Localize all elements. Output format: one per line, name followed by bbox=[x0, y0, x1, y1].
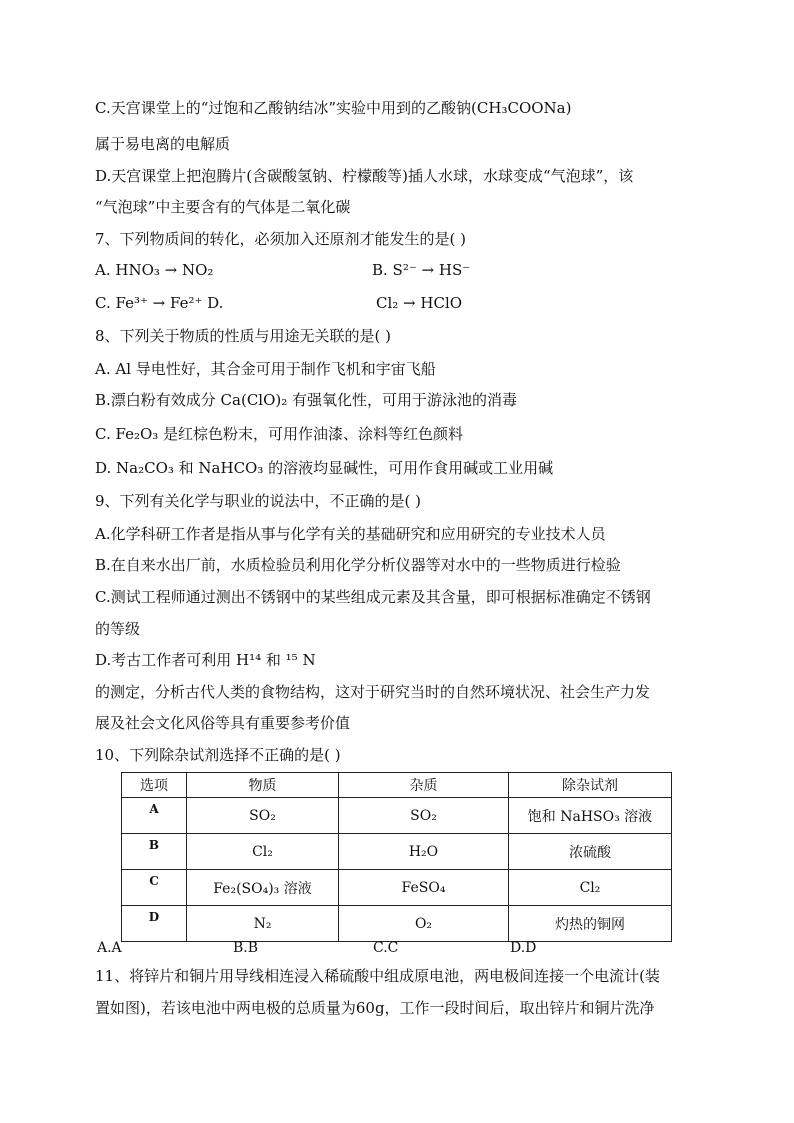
q10-answer-a: A.A bbox=[97, 940, 122, 956]
table-header-cell: 除杂试剂 bbox=[509, 773, 672, 798]
q9-option-d-line3: 展及社会文化风俗等具有重要参考价值 bbox=[95, 714, 351, 732]
q11-stem-line1: 11、将锌片和铜片用导线相连浸入稀硫酸中组成原电池，两电极间连接一个电流计(装 bbox=[95, 967, 660, 985]
table-header-cell: 选项 bbox=[122, 773, 187, 798]
table-cell: Cl₂ bbox=[187, 834, 339, 870]
q9-option-b: B.在自来水出厂前，水质检验员利用化学分析仪器等对水中的一些物质进行检验 bbox=[95, 556, 621, 574]
q9-stem: 9、下列有关化学与职业的说法中，不正确的是( ) bbox=[95, 492, 422, 510]
q8-option-d: D. Na₂CO₃ 和 NaHCO₃ 的溶液均显碱性，可用作食用碱或工业用碱 bbox=[95, 459, 554, 477]
q8-option-b: B.漂白粉有效成分 Ca(ClO)₂ 有强氧化性，可用于游泳池的消毒 bbox=[95, 391, 518, 409]
q9-option-d-line2: 的测定，分析古代人类的食物结构，这对于研究当时的自然环境状况、社会生产力发 bbox=[95, 683, 651, 701]
table-cell: O₂ bbox=[339, 906, 509, 942]
q6-option-c-line1: C.天宫课堂上的“过饱和乙酸钠结冰”实验中用到的乙酸钠(CH₃COONa) bbox=[95, 99, 572, 117]
table-cell: B bbox=[122, 834, 187, 870]
table-row bbox=[122, 798, 672, 834]
table-cell: FeSO₄ bbox=[339, 870, 509, 906]
q10-table bbox=[121, 772, 672, 942]
q10-answer-d: D.D bbox=[510, 940, 537, 956]
q7-option-b: B. S²⁻ → HS⁻ bbox=[372, 261, 471, 279]
q9-option-a: A.化学科研工作者是指从事与化学有关的基础研究和应用研究的专业技术人员 bbox=[95, 525, 606, 543]
table-cell: SO₂ bbox=[187, 798, 339, 834]
q6-option-c-line2: 属于易电离的电解质 bbox=[95, 135, 231, 153]
q9-option-c-line1: C.测试工程师通过测出不锈钢中的某些组成元素及其含量，即可根据标准确定不锈钢 bbox=[95, 588, 651, 606]
q8-stem: 8、下列关于物质的性质与用途无关联的是( ) bbox=[95, 327, 392, 345]
q10-answer-c: C.C bbox=[373, 940, 399, 956]
q8-option-c: C. Fe₂O₃ 是红棕色粉末，可用作油漆、涂料等红色颜料 bbox=[95, 425, 464, 443]
table-cell: C bbox=[122, 870, 187, 906]
table-cell: Cl₂ bbox=[509, 870, 672, 906]
q7-option-a: A. HNO₃ → NO₂ bbox=[95, 261, 214, 279]
q9-option-c-line2: 的等级 bbox=[95, 620, 141, 638]
q10-stem: 10、下列除杂试剂选择不正确的是( ) bbox=[95, 746, 341, 764]
table-cell: N₂ bbox=[187, 906, 339, 942]
q7-stem: 7、下列物质间的转化，必须加入还原剂才能发生的是( ) bbox=[95, 230, 467, 248]
table-row bbox=[122, 834, 672, 870]
table-cell: H₂O bbox=[339, 834, 509, 870]
table-row bbox=[122, 906, 672, 942]
table-row bbox=[122, 870, 672, 906]
q6-option-d-line1: D.天宫课堂上把泡腾片(含碳酸氢钠、柠檬酸等)插人水球，水球变成“气泡球”，该 bbox=[95, 167, 634, 185]
table-header-cell: 物质 bbox=[187, 773, 339, 798]
q9-option-d-line1: D.考古工作者可利用 H¹⁴ 和 ¹⁵ N bbox=[95, 651, 316, 669]
table-header-cell: 杂质 bbox=[339, 773, 509, 798]
table-cell: 饱和 NaHSO₃ 溶液 bbox=[509, 798, 672, 834]
q10-answer-b: B.B bbox=[233, 940, 259, 956]
q7-option-c: C. Fe³⁺ → Fe²⁺ D. bbox=[95, 294, 224, 312]
q6-option-d-line2: “气泡球”中主要含有的气体是二氧化碳 bbox=[95, 198, 351, 216]
table-cell: 浓硫酸 bbox=[509, 834, 672, 870]
table-cell: D bbox=[122, 906, 187, 942]
q8-option-a: A. Al 导电性好，其合金可用于制作飞机和宇宙飞船 bbox=[95, 360, 436, 378]
table-cell: 灼热的铜网 bbox=[509, 906, 672, 942]
table-cell: SO₂ bbox=[339, 798, 509, 834]
q11-stem-line2: 置如图)，若该电池中两电极的总质量为60g，工作一段时间后，取出锌片和铜片洗净 bbox=[95, 999, 655, 1017]
q7-option-d: Cl₂ → HClO bbox=[376, 294, 463, 312]
table-cell: A bbox=[122, 798, 187, 834]
table-header-row bbox=[122, 773, 672, 798]
table-cell: Fe₂(SO₄)₃ 溶液 bbox=[187, 870, 339, 906]
